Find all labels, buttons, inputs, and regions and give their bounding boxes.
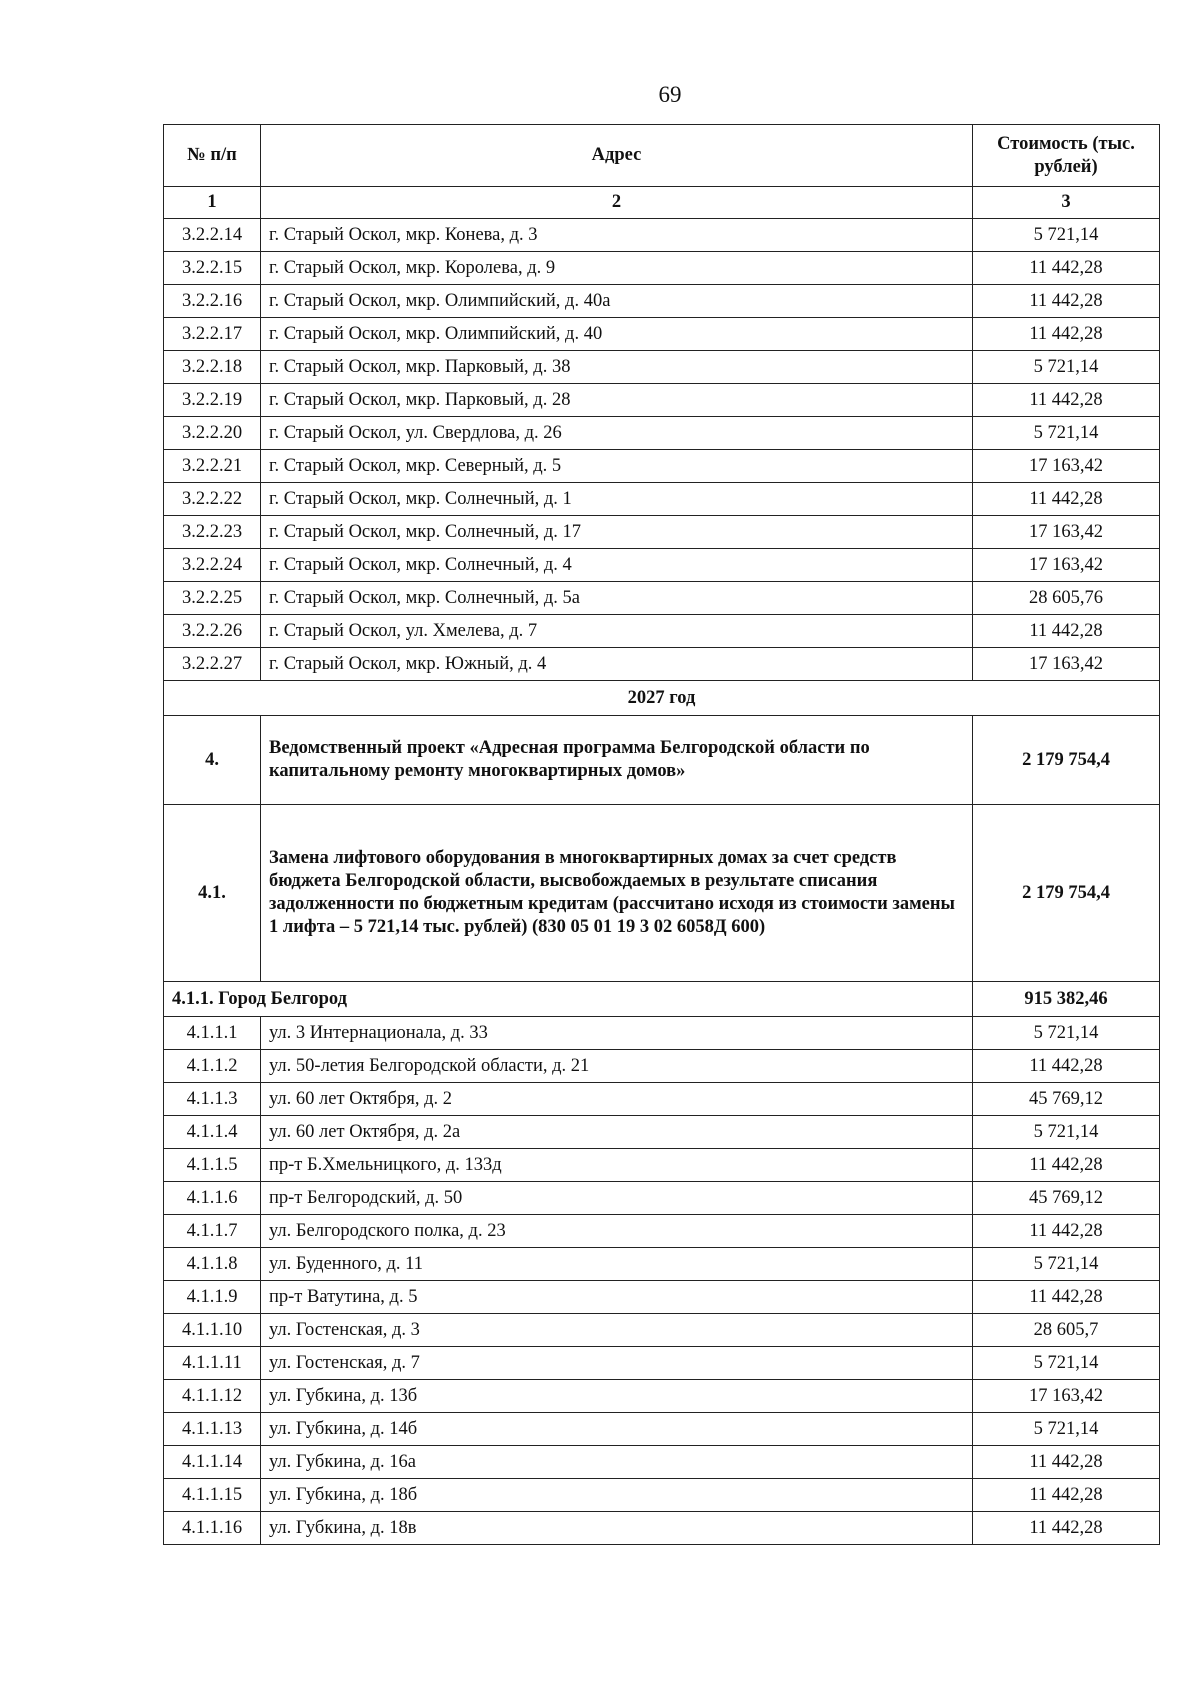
row-address: г. Старый Оскол, мкр. Парковый, д. 38	[261, 351, 973, 384]
table-header-row	[164, 125, 1160, 187]
table-row	[164, 1281, 1160, 1314]
row-address: ул. Губкина, д. 18в	[261, 1512, 973, 1545]
row-cost: 11 442,28	[973, 1512, 1160, 1545]
row-address: г. Старый Оскол, мкр. Олимпийский, д. 40	[261, 318, 973, 351]
row-address: г. Старый Оскол, мкр. Южный, д. 4	[261, 648, 973, 681]
table-row	[164, 1215, 1160, 1248]
lift-replacement-table	[163, 124, 1160, 1545]
header-address: Адрес	[261, 125, 973, 187]
row-address: ул. Губкина, д. 16а	[261, 1446, 973, 1479]
table-row	[164, 1083, 1160, 1116]
row-cost: 11 442,28	[973, 318, 1160, 351]
table-row	[164, 1248, 1160, 1281]
table-row	[164, 1116, 1160, 1149]
column-index-2: 2	[261, 187, 973, 219]
table-row	[164, 1314, 1160, 1347]
row-number: 4.1.1.12	[164, 1380, 261, 1413]
row-cost: 5 721,14	[973, 417, 1160, 450]
row-address: г. Старый Оскол, мкр. Солнечный, д. 1	[261, 483, 973, 516]
row-number: 4.1.1.9	[164, 1281, 261, 1314]
row-number: 3.2.2.25	[164, 582, 261, 615]
row-address: г. Старый Оскол, ул. Хмелева, д. 7	[261, 615, 973, 648]
section-4-title: Ведомственный проект «Адресная программа Белгородской области по капитальному ремонту многоквартирных домов»	[261, 716, 973, 805]
row-cost: 5 721,14	[973, 1017, 1160, 1050]
table-row	[164, 450, 1160, 483]
section-41-title: Замена лифтового оборудования в многоквартирных домах за счет средств бюджета Белгородской области, высвобождаемых в результате списания задолженности по бюджетным кредитам (рассчитано исходя из стоимости замены 1 лифта – 5 721,14 тыс. рублей) (830 05 01 19 3 02 6058Д 600)	[261, 805, 973, 982]
section-4-number: 4.	[164, 716, 261, 805]
row-address: ул. Буденного, д. 11	[261, 1248, 973, 1281]
table-row	[164, 582, 1160, 615]
row-address: г. Старый Оскол, мкр. Солнечный, д. 4	[261, 549, 973, 582]
row-number: 4.1.1.14	[164, 1446, 261, 1479]
row-address: г. Старый Оскол, мкр. Королева, д. 9	[261, 252, 973, 285]
row-address: г. Старый Оскол, мкр. Северный, д. 5	[261, 450, 973, 483]
section-41-row	[164, 805, 1160, 982]
row-address: г. Старый Оскол, мкр. Солнечный, д. 5а	[261, 582, 973, 615]
row-cost: 5 721,14	[973, 1347, 1160, 1380]
table-row	[164, 1182, 1160, 1215]
column-index-1: 1	[164, 187, 261, 219]
row-address: ул. Белгородского полка, д. 23	[261, 1215, 973, 1248]
row-cost: 17 163,42	[973, 516, 1160, 549]
city-cost: 915 382,46	[973, 982, 1160, 1017]
table-row	[164, 384, 1160, 417]
row-address: ул. Гостенская, д. 3	[261, 1314, 973, 1347]
table-row	[164, 285, 1160, 318]
row-number: 4.1.1.10	[164, 1314, 261, 1347]
row-cost: 45 769,12	[973, 1182, 1160, 1215]
table-row	[164, 483, 1160, 516]
row-number: 3.2.2.17	[164, 318, 261, 351]
row-cost: 11 442,28	[973, 483, 1160, 516]
table-row	[164, 219, 1160, 252]
row-number: 3.2.2.23	[164, 516, 261, 549]
row-cost: 5 721,14	[973, 1413, 1160, 1446]
row-cost: 11 442,28	[973, 384, 1160, 417]
table-row	[164, 615, 1160, 648]
row-address: пр-т Ватутина, д. 5	[261, 1281, 973, 1314]
row-cost: 11 442,28	[973, 1149, 1160, 1182]
row-address: ул. Губкина, д. 14б	[261, 1413, 973, 1446]
table-row	[164, 1380, 1160, 1413]
rows-group-a	[164, 219, 1160, 681]
row-number: 3.2.2.16	[164, 285, 261, 318]
column-index-row	[164, 187, 1160, 219]
row-cost: 11 442,28	[973, 1281, 1160, 1314]
table-row	[164, 1347, 1160, 1380]
row-address: г. Старый Оскол, мкр. Парковый, д. 28	[261, 384, 973, 417]
row-cost: 11 442,28	[973, 1446, 1160, 1479]
row-number: 4.1.1.4	[164, 1116, 261, 1149]
table-row	[164, 1413, 1160, 1446]
row-number: 3.2.2.22	[164, 483, 261, 516]
city-subtotal-row	[164, 982, 1160, 1017]
row-address: ул. Губкина, д. 18б	[261, 1479, 973, 1512]
page-number: 69	[658, 82, 682, 107]
table-row	[164, 549, 1160, 582]
row-cost: 17 163,42	[973, 450, 1160, 483]
section-41-number: 4.1.	[164, 805, 261, 982]
row-cost: 5 721,14	[973, 1248, 1160, 1281]
row-number: 4.1.1.5	[164, 1149, 261, 1182]
row-address: ул. Гостенская, д. 7	[261, 1347, 973, 1380]
row-address: г. Старый Оскол, мкр. Конева, д. 3	[261, 219, 973, 252]
row-address: г. Старый Оскол, ул. Свердлова, д. 26	[261, 417, 973, 450]
row-address: ул. 50-летия Белгородской области, д. 21	[261, 1050, 973, 1083]
row-address: ул. 3 Интернационала, д. 33	[261, 1017, 973, 1050]
header-cost: Стоимость (тыс. рублей)	[973, 125, 1160, 187]
row-number: 3.2.2.21	[164, 450, 261, 483]
row-address: ул. 60 лет Октября, д. 2	[261, 1083, 973, 1116]
row-number: 3.2.2.27	[164, 648, 261, 681]
table-row	[164, 351, 1160, 384]
table-row	[164, 252, 1160, 285]
section-41-cost: 2 179 754,4	[973, 805, 1160, 982]
row-cost: 11 442,28	[973, 1215, 1160, 1248]
row-cost: 5 721,14	[973, 351, 1160, 384]
row-cost: 28 605,76	[973, 582, 1160, 615]
table-row	[164, 1479, 1160, 1512]
column-index-3: 3	[973, 187, 1160, 219]
row-cost: 11 442,28	[973, 1479, 1160, 1512]
table-row	[164, 1512, 1160, 1545]
row-address: г. Старый Оскол, мкр. Солнечный, д. 17	[261, 516, 973, 549]
row-cost: 11 442,28	[973, 252, 1160, 285]
row-number: 4.1.1.7	[164, 1215, 261, 1248]
row-number: 3.2.2.24	[164, 549, 261, 582]
table-row	[164, 516, 1160, 549]
section-4-row	[164, 716, 1160, 805]
row-cost: 17 163,42	[973, 549, 1160, 582]
row-address: ул. Губкина, д. 13б	[261, 1380, 973, 1413]
row-cost: 17 163,42	[973, 648, 1160, 681]
city-label: 4.1.1. Город Белгород	[164, 982, 973, 1017]
row-cost: 17 163,42	[973, 1380, 1160, 1413]
table-row	[164, 648, 1160, 681]
section-4-cost: 2 179 754,4	[973, 716, 1160, 805]
row-cost: 45 769,12	[973, 1083, 1160, 1116]
row-cost: 5 721,14	[973, 1116, 1160, 1149]
row-number: 4.1.1.13	[164, 1413, 261, 1446]
row-number: 4.1.1.2	[164, 1050, 261, 1083]
table-row	[164, 1050, 1160, 1083]
row-cost: 5 721,14	[973, 219, 1160, 252]
row-number: 4.1.1.1	[164, 1017, 261, 1050]
table-row	[164, 417, 1160, 450]
row-address: ул. 60 лет Октября, д. 2а	[261, 1116, 973, 1149]
row-address: пр-т Б.Хмельницкого, д. 133д	[261, 1149, 973, 1182]
row-number: 4.1.1.15	[164, 1479, 261, 1512]
row-number: 3.2.2.19	[164, 384, 261, 417]
row-number: 3.2.2.20	[164, 417, 261, 450]
row-number: 4.1.1.16	[164, 1512, 261, 1545]
row-number: 4.1.1.11	[164, 1347, 261, 1380]
row-number: 4.1.1.8	[164, 1248, 261, 1281]
rows-group-b	[164, 1017, 1160, 1545]
year-label: 2027 год	[164, 681, 1160, 716]
year-row	[164, 681, 1160, 716]
table-row	[164, 1149, 1160, 1182]
row-cost: 11 442,28	[973, 285, 1160, 318]
table-row	[164, 1017, 1160, 1050]
row-cost: 28 605,7	[973, 1314, 1160, 1347]
row-number: 4.1.1.6	[164, 1182, 261, 1215]
row-number: 3.2.2.15	[164, 252, 261, 285]
row-number: 3.2.2.18	[164, 351, 261, 384]
row-address: г. Старый Оскол, мкр. Олимпийский, д. 40а	[261, 285, 973, 318]
row-cost: 11 442,28	[973, 615, 1160, 648]
row-number: 3.2.2.14	[164, 219, 261, 252]
row-cost: 11 442,28	[973, 1050, 1160, 1083]
header-number: № п/п	[164, 125, 261, 187]
table-row	[164, 1446, 1160, 1479]
table-row	[164, 318, 1160, 351]
row-number: 3.2.2.26	[164, 615, 261, 648]
row-address: пр-т Белгородский, д. 50	[261, 1182, 973, 1215]
row-number: 4.1.1.3	[164, 1083, 261, 1116]
